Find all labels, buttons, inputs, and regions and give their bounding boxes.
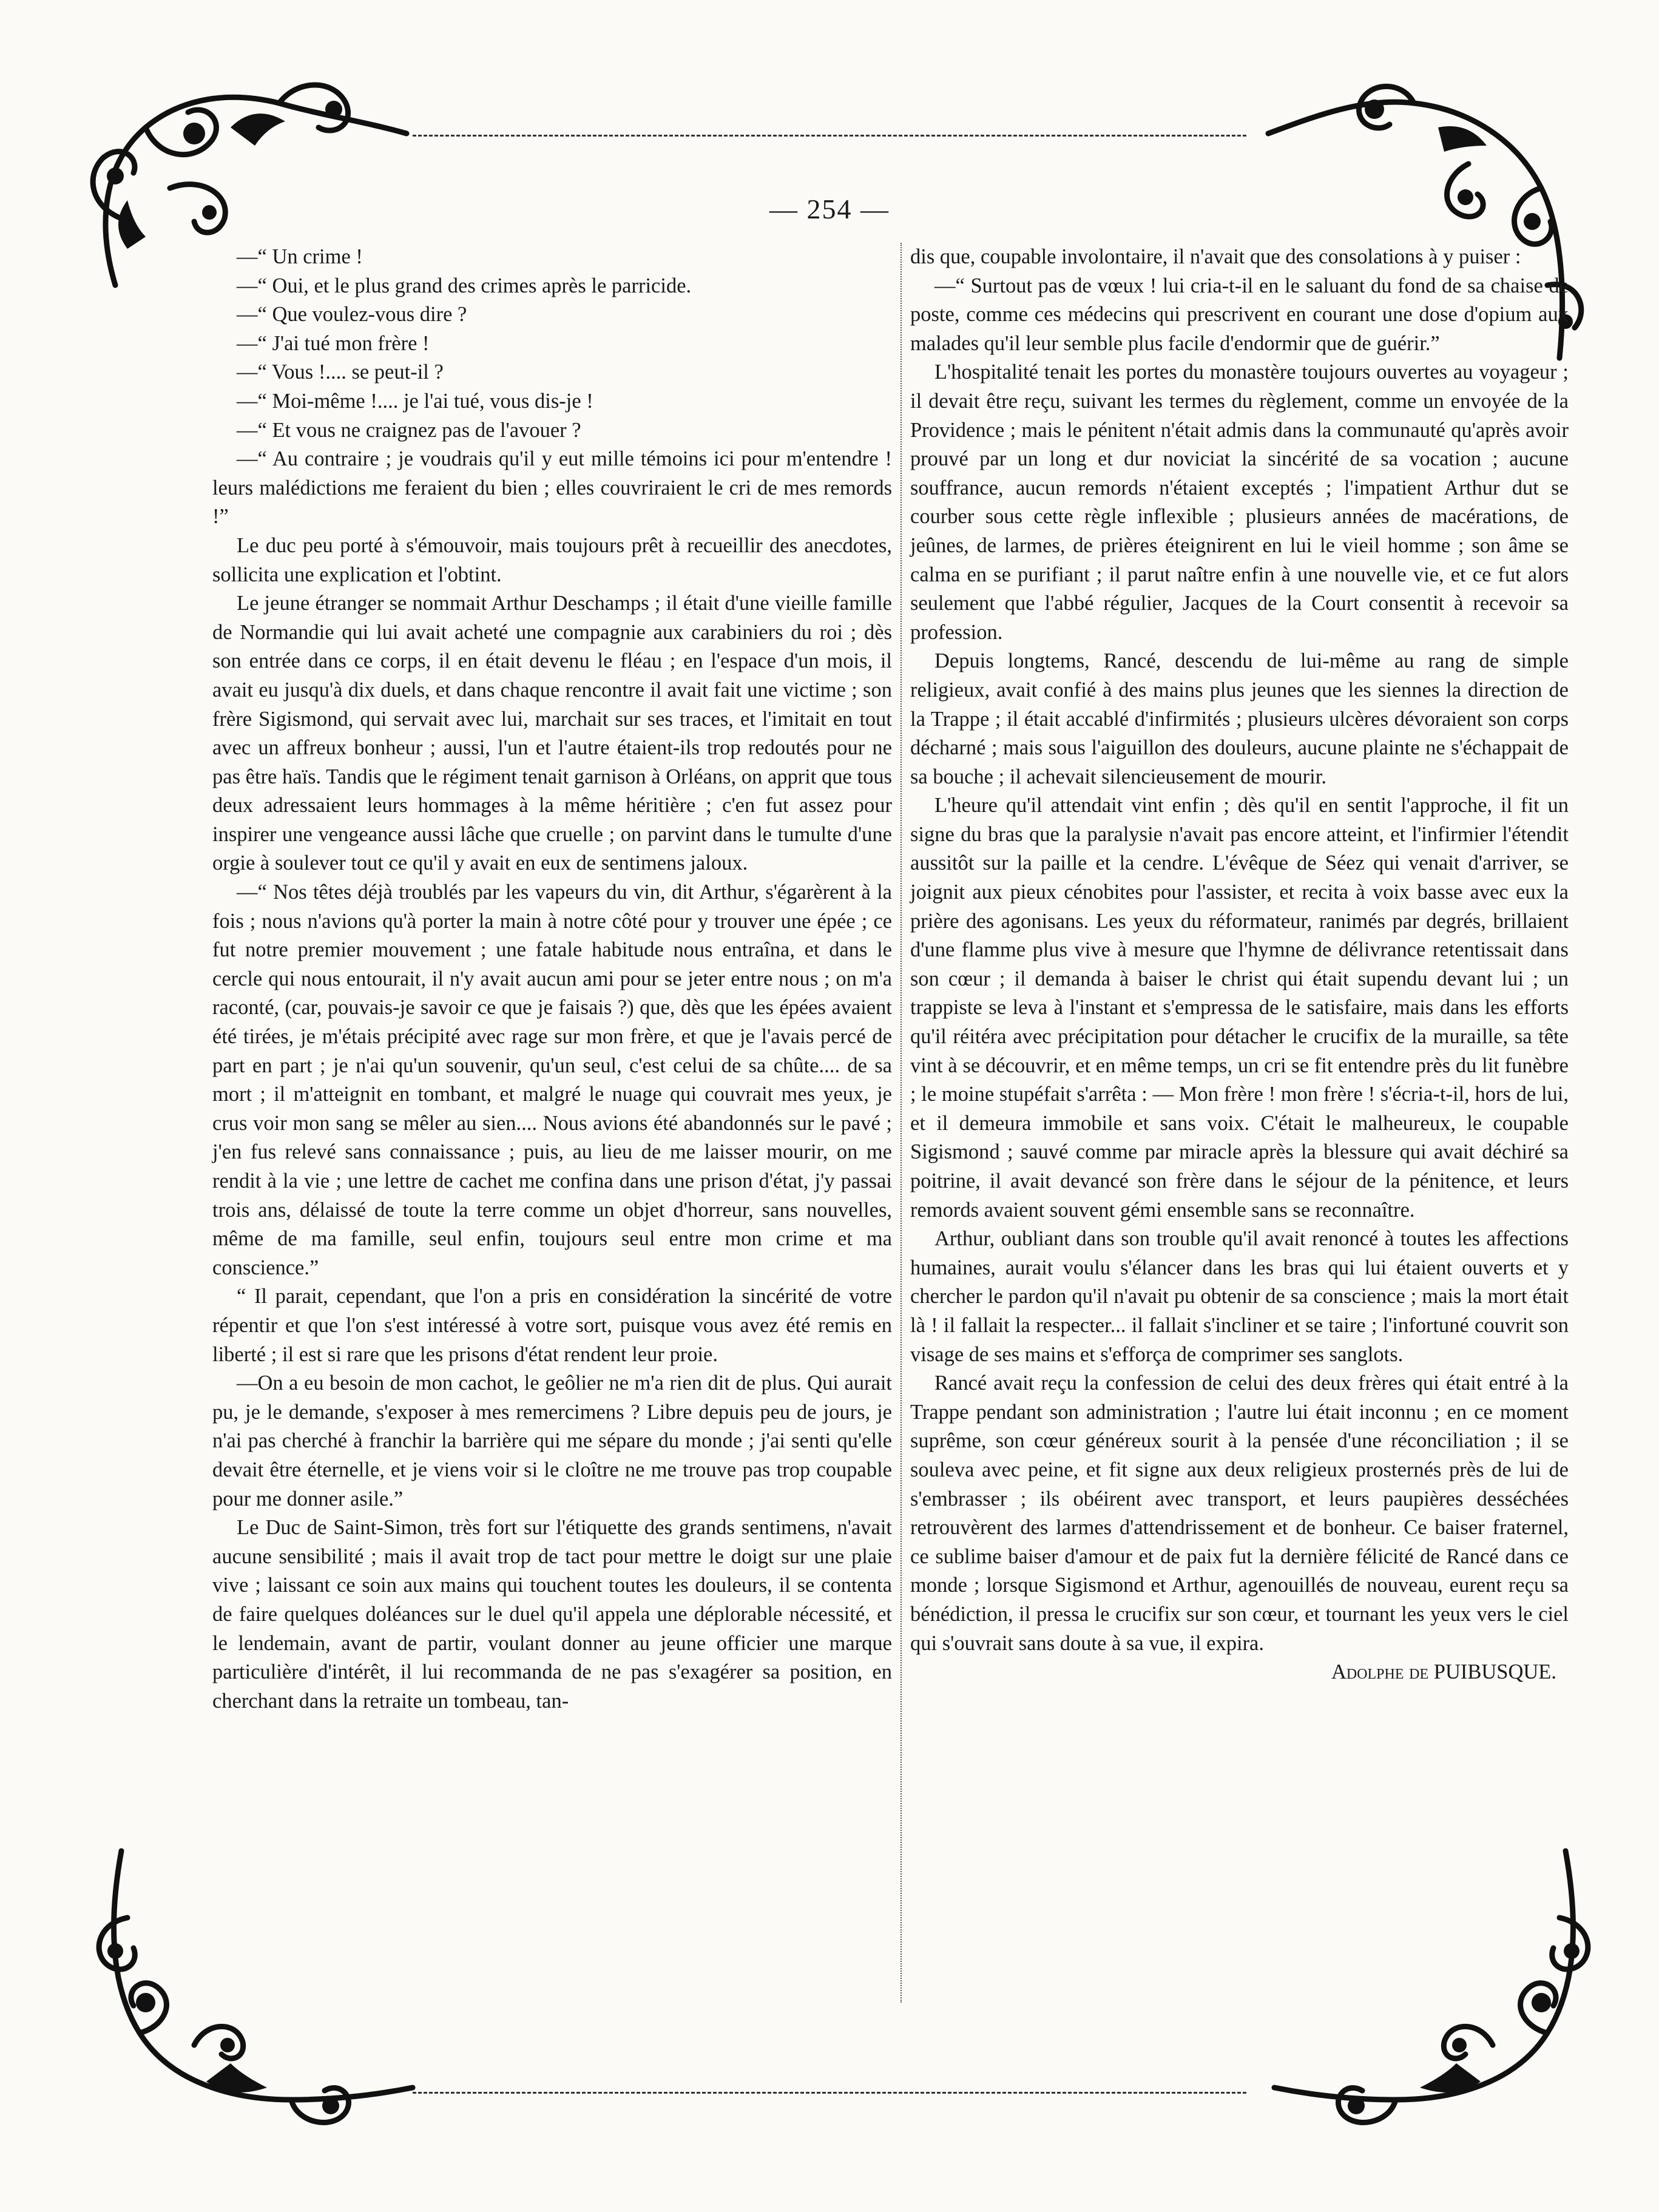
paragraph: —“ Et vous ne craignez pas de l'avouer ? <box>237 418 581 442</box>
paragraph: —“ Un crime ! <box>237 245 363 268</box>
page-number: — 254 — <box>769 194 890 225</box>
paragraph: Depuis longtems, Rancé, descendu de lui-même au rang de simple religieux, avait confié à des mains plus jeunes que les siennes la direction de la Trappe ; il était accablé d'infirmités ; plusieurs ulcères dévoraient son corps décharné ; mais sous l'aiguillon des douleurs, aucune plainte ne s'échappait de sa bouche ; il achevait silencieusement de mourir. <box>910 649 1569 788</box>
ornament-bottom-left <box>85 1845 425 2136</box>
ornament-bottom-right <box>1262 1845 1602 2136</box>
paragraph: —“ J'ai tué mon frère ! <box>237 331 430 355</box>
paragraph: —“ Surtout pas de vœux ! lui cria-t-il en le saluant du fond de sa chaise de poste, comme ces médecins qui prescrivent en courant une dose d'opium aux malades qu'il leur semble plus facile d'endormir que de guérir.” <box>910 274 1569 355</box>
right-column <box>910 243 1569 1687</box>
bottom-rule <box>413 2092 1246 2094</box>
author-signature: Adolphe de PUIBUSQUE. <box>1331 1660 1556 1684</box>
paragraph: Arthur, oubliant dans son trouble qu'il avait renoncé à toutes les affections humaines, aurait voulu s'élancer dans les bras qui lui étaient ouverts et y chercher le pardon qu'il n'avait pu obtenir de sa conscience ; mais la mort était là ! il fallait la respecter... il fallait s'incliner et se taire ; l'infortuné couvrit son visage de ses mains et s'efforça de comprimer ses sanglots. <box>910 1227 1569 1366</box>
paragraph: Le Duc de Saint-Simon, très fort sur l'étiquette des grands sentimens, n'avait aucune sensibilité ; mais il avait trop de tact pour mettre le doigt sur une plaie vive ; laissant ce soin aux mains qui touchent toutes les douleurs, il se contenta de faire quelques doléances sur le duel qu'il appela une déplorable nécessité, et le lendemain, avant de partir, voulant donner au jeune officier une marque particulière d'intérêt, il lui recommanda de ne pas s'exagérer sa position, en cherchant dans la retraite un tombeau, tan- <box>212 1516 892 1713</box>
top-rule <box>413 135 1246 137</box>
paragraph: Le duc peu porté à s'émouvoir, mais toujours prêt à recueillir des anecdotes, sollicita une explication et l'obtint. <box>212 533 892 586</box>
paragraph: —On a eu besoin de mon cachot, le geôlier ne m'a rien dit de plus. Qui aurait pu, je le demande, s'exposer à mes remercimens ? Libre depuis peu de jours, je n'ai pas cherché à franchir la barrière qui me sépare du monde ; j'ai senti qu'elle devait être éternelle, et je viens voir si le cloître ne me trouve pas trop coupable pour me donner asile.” <box>212 1372 892 1510</box>
left-column <box>212 243 892 1716</box>
paragraph: —“ Que voulez-vous dire ? <box>237 303 467 326</box>
paragraph: —“ Oui, et le plus grand des crimes après le parricide. <box>237 274 692 297</box>
paragraph: —“ Moi-même !.... je l'ai tué, vous dis-je ! <box>237 389 593 413</box>
paragraph: “ Il parait, cependant, que l'on a pris en considération la sincérité de votre répentir et que l'on s'est intéressé à votre sort, puisque vous avez été remis en liberté ; il est si rare que les prisons d'état rendent leur proie. <box>212 1285 892 1366</box>
paragraph: —“ Au contraire ; je voudrais qu'il y eut mille témoins ici pour m'entendre ! leurs malédictions me feraient du bien ; elles couvriraient le cri de mes remords !” <box>212 447 892 529</box>
paragraph: —“ Vous !.... se peut-il ? <box>237 360 444 384</box>
paragraph: Rancé avait reçu la confession de celui des deux frères qui était entré à la Trappe pendant son administration ; l'autre lui était inconnu ; en ce moment suprême, son cœur généreux sourit à la pensée d'une réconciliation ; il se souleva avec peine, et fit signe aux deux religieux prosternés près de lui de s'embrasser ; ils obéirent avec transport, et leurs paupières desséchées retrouvèrent des larmes d'attendrissement et de bonheur. Ce baiser fraternel, ce sublime baiser d'amour et de paix fut la dernière félicité de Rancé dans ce monde ; lorsque Sigismond et Arthur, agenouillés de nouveau, eurent reçu sa bénédiction, il pressa le crucifix sur son cœur, et tournant les yeux vers le ciel qui s'ouvrait sans doute à sa vue, il expira. <box>910 1372 1569 1655</box>
paragraph: Le jeune étranger se nommait Arthur Deschamps ; il était d'une vieille famille de Normandie qui lui avait acheté une compagnie aux carabiniers du roi ; dès son entrée dans ce corps, il en était devenu le fléau ; en l'espace d'un mois, il avait eu jusqu'à dix duels, et dans chaque rencontre il avait fait une victime ; son frère Sigismond, qui servait avec lui, marchait sur ses traces, et l'imitait en tout avec un affreux bonheur ; aussi, l'un et l'autre étaient-ils trop redoutés pour ne pas être haïs. Tandis que le régiment tenait garnison à Orléans, on apprit que tous deux adressaient leurs hommages à la même héritière ; c'en fut assez pour inspirer une vengeance aussi lâche que cruelle ; on parvint dans le tumulte d'une orgie à soulever tout ce qu'il y avait en eux de sentimens jaloux. <box>212 592 892 875</box>
paragraph: L'hospitalité tenait les portes du monastère toujours ouvertes au voyageur ; il devait être reçu, suivant les termes du règlement, comme un envoyée de la Providence ; mais le pénitent n'était admis dans la communauté qu'après avoir prouvé par un long et dur noviciat la sincérité de sa vocation ; aucune souffrance, aucun remords n'étaient exceptés ; l'impatient Arthur dut se courber sous cette règle inflexible ; plusieurs années de macérations, de jeûnes, de larmes, de prières éteignirent en lui le vieil homme ; son âme se calma en se purifiant ; il parut naître enfin à une nouvelle vie, et ce fut alors seulement que l'abbé régulier, Jacques de la Court consentit à recevoir sa profession. <box>910 360 1569 644</box>
paragraph: dis que, coupable involontaire, il n'avait que des consolations à y puiser : <box>910 245 1521 268</box>
paragraph: L'heure qu'il attendait vint enfin ; dès qu'il en sentit l'approche, il fit un signe du bras que la paralysie n'avait pas encore atteint, et l'infirmier l'étendit aussitôt sur la paille et la cendre. L'évêque de Séez qui venait d'arriver, se joignit aux pieux cénobites pour l'assister, et recita à voix basse avec eux la prière des agonisans. Les yeux du réformateur, ranimés par degrés, brillaient d'une flamme plus vive à mesure que l'hymne de délivrance retentissait dans son cœur ; il demanda à baiser le christ qui était supendu devant lui ; un trappiste se leva à l'instant et s'empressa de le satisfaire, mais dans les efforts qu'il réitéra avec précipitation pour détacher le crucifix de la muraille, sa tête vint à se découvrir, et en même temps, un cri se fit entendre près du lit funèbre ; le moine stupéfait s'arrêta : — Mon frère ! mon frère ! s'écria-t-il, hors de lui, et il demeura immobile et sans voix. C'était le malheureux, le coupable Sigismond ; sauvé comme par miracle après la blessure qui avait déchiré sa poitrine, il avait devancé son frère dans le séjour de la pénitence, et leurs remords avaient souvent gémi ensemble sans se reconnaître. <box>910 794 1569 1222</box>
column-separator <box>900 243 902 2003</box>
paragraph: —“ Nos têtes déjà troublés par les vapeurs du vin, dit Arthur, s'égarèrent à la fois ; nous n'avions qu'à porter la main à notre côté pour y trouver une épée ; ce fut notre premier mouvement ; une fatale habitude nous entraîna, et dans le cercle qui nous entourait, il n'y avait aucun ami pour se jeter entre nous ; on m'a raconté, (car, pouvais-je savoir ce que je faisais ?) que, dès que les épées avaient été tirées, je m'étais précipité avec rage sur mon frère, et que je l'avais percé de part en part ; je n'ai qu'un souvenir, qu'un seul, c'est celui de sa chûte.... de sa mort ; il m'atteignit en tombant, et malgré le nuage qui couvrait mes yeux, je crus voir mon sang se mêler au sien.... Nous avions été abandonnés sur le pavé ; j'en fus relevé sans connaissance ; puis, au lieu de me laisser mourir, on me rendit à la vie ; une lettre de cachet me confina dans une prison d'état, j'y passai trois ans, délaissé de toute la terre comme un objet d'horreur, sans nouvelles, même de ma famille, seul enfin, toujours seul entre mon crime et ma conscience.” <box>212 881 892 1279</box>
